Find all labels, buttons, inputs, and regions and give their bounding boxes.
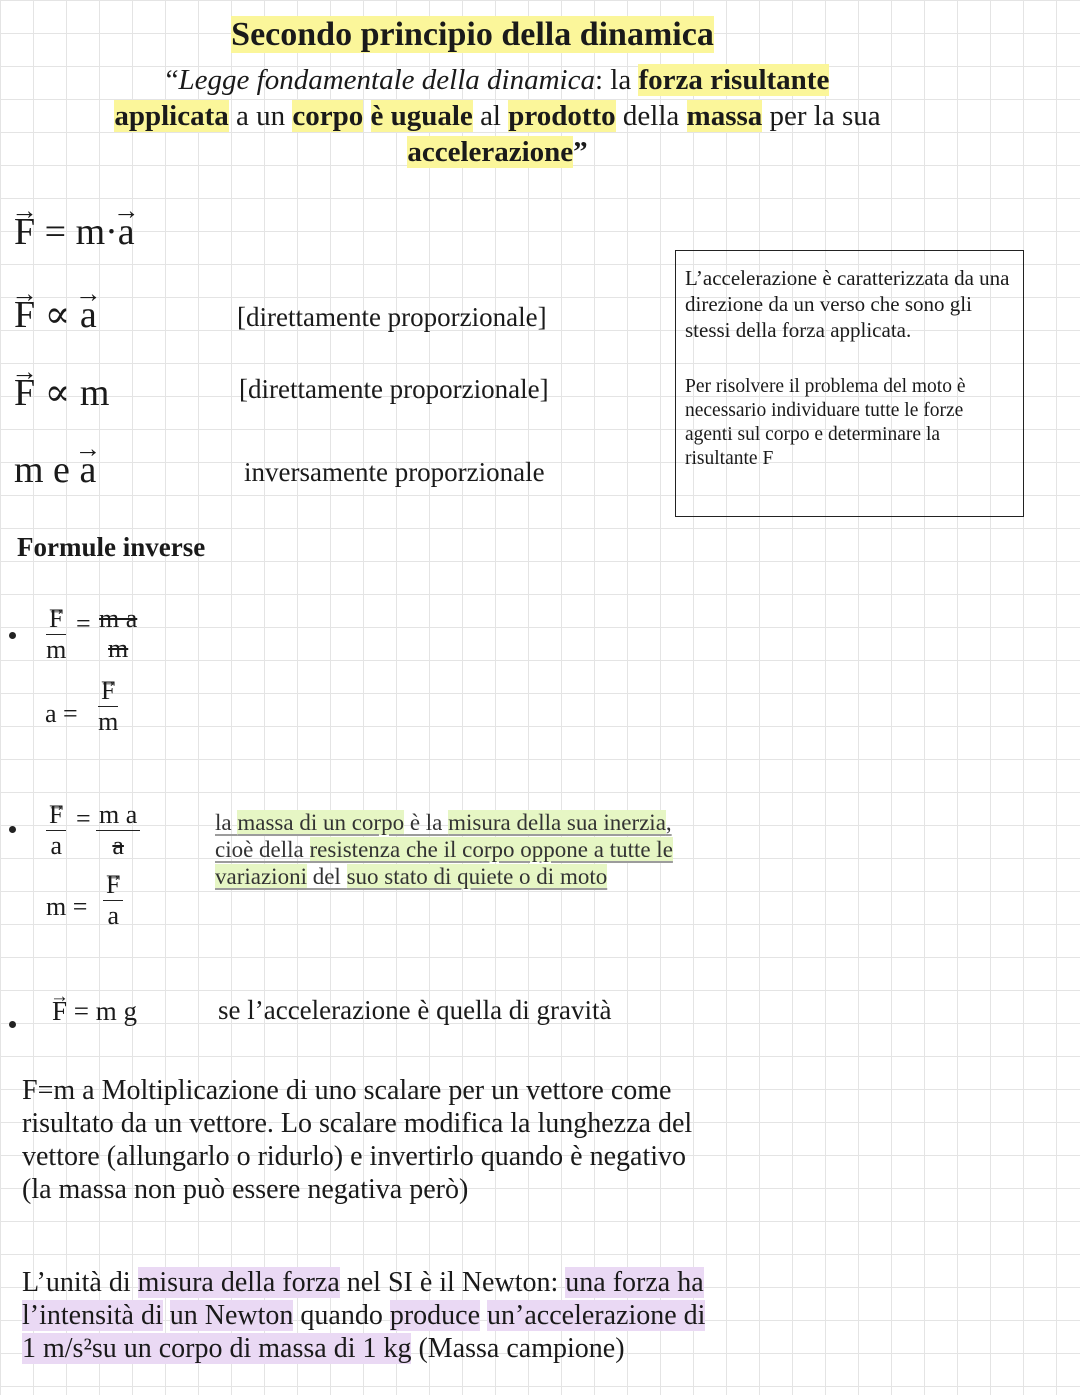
law-quote-line-1: “Legge fondamentale della dinamica: la forza risultante xyxy=(165,64,830,96)
fraction-f-over-m: → $\frac{F}{m}$ xyxy=(46,606,66,663)
law-quote-line-3: accelerazione” xyxy=(407,136,588,168)
info-box-acceleration: L’accelerazione è caratterizzata da una direzione da un verso che sono gli stessi della forza applicata. xyxy=(685,266,1010,342)
equals-sign: = xyxy=(76,609,91,638)
label-direct-2: [direttamente proporzionale] xyxy=(239,374,549,404)
page-title: Secondo principio della dinamica xyxy=(231,16,714,53)
equals-sign: = xyxy=(76,804,91,833)
result-lhs-m: m = xyxy=(46,892,88,921)
label-inverse: inversamente proporzionale xyxy=(244,457,545,487)
formula-f-equals-mg: → F = m g xyxy=(52,996,137,1027)
section-heading-inverse: Formule inverse xyxy=(17,532,206,562)
fraction-f-over-m-result: → $\frac{F}{m}$ xyxy=(98,678,118,735)
gravity-note: se l’accelerazione è quella di gravità xyxy=(218,995,612,1025)
law-quote-line-2: applicata a un corpo è uguale al prodotto della massa per la sua xyxy=(114,100,881,132)
info-box xyxy=(675,250,1024,517)
formula-m-and-a: m e → a xyxy=(14,448,96,492)
law-name: Legge fondamentale della dinamica xyxy=(178,64,595,96)
scalar-vector-paragraph: F=m a Moltiplicazione di uno scalare per un vettore come risultato da un vettore. Lo scalare modifica la lunghezza del vettore (allungarlo o ridurlo) e invertirlo quando è negativo (la massa non può essere negativa però) xyxy=(22,1075,693,1205)
bullet xyxy=(9,632,16,639)
fraction-f-over-a: → $\frac{F}{a}$ xyxy=(46,802,66,859)
info-box-motion: Per risolvere il problema del moto è necessario individuare tutte le forze agenti sul corpo e determinare la risultante F xyxy=(685,376,966,469)
result-lhs-a: a = xyxy=(45,699,78,728)
fraction-ma-over-a: $\frac{\text{m a}}{a}$ xyxy=(96,802,140,859)
formula-f-prop-m: → F ∝ m xyxy=(14,370,109,415)
fraction-f-over-a-result: → $\frac{F}{a}$ xyxy=(103,872,123,929)
label-direct-1: [direttamente proporzionale] xyxy=(237,302,547,332)
bullet xyxy=(9,826,16,833)
formula-f-prop-a: → F ∝ → a xyxy=(14,292,97,337)
mass-inertia-note: la massa di un corpo è la misura della sua inerzia, cioè della resistenza che il corpo oppone a tutte le variazioni del suo stato di quiete o di moto xyxy=(215,810,673,889)
formula-f-equals-ma: → F = m·→ a xyxy=(14,210,135,254)
bullet xyxy=(9,1021,16,1028)
fraction-ma-over-m: m a m xyxy=(99,604,138,663)
newton-unit-paragraph: L’unità di misura della forza nel SI è il Newton: una forza ha l’intensità di un Newton quando produce un’accelerazione di 1 m/s²su un corpo di massa di 1 kg (Massa campione) xyxy=(22,1267,706,1364)
